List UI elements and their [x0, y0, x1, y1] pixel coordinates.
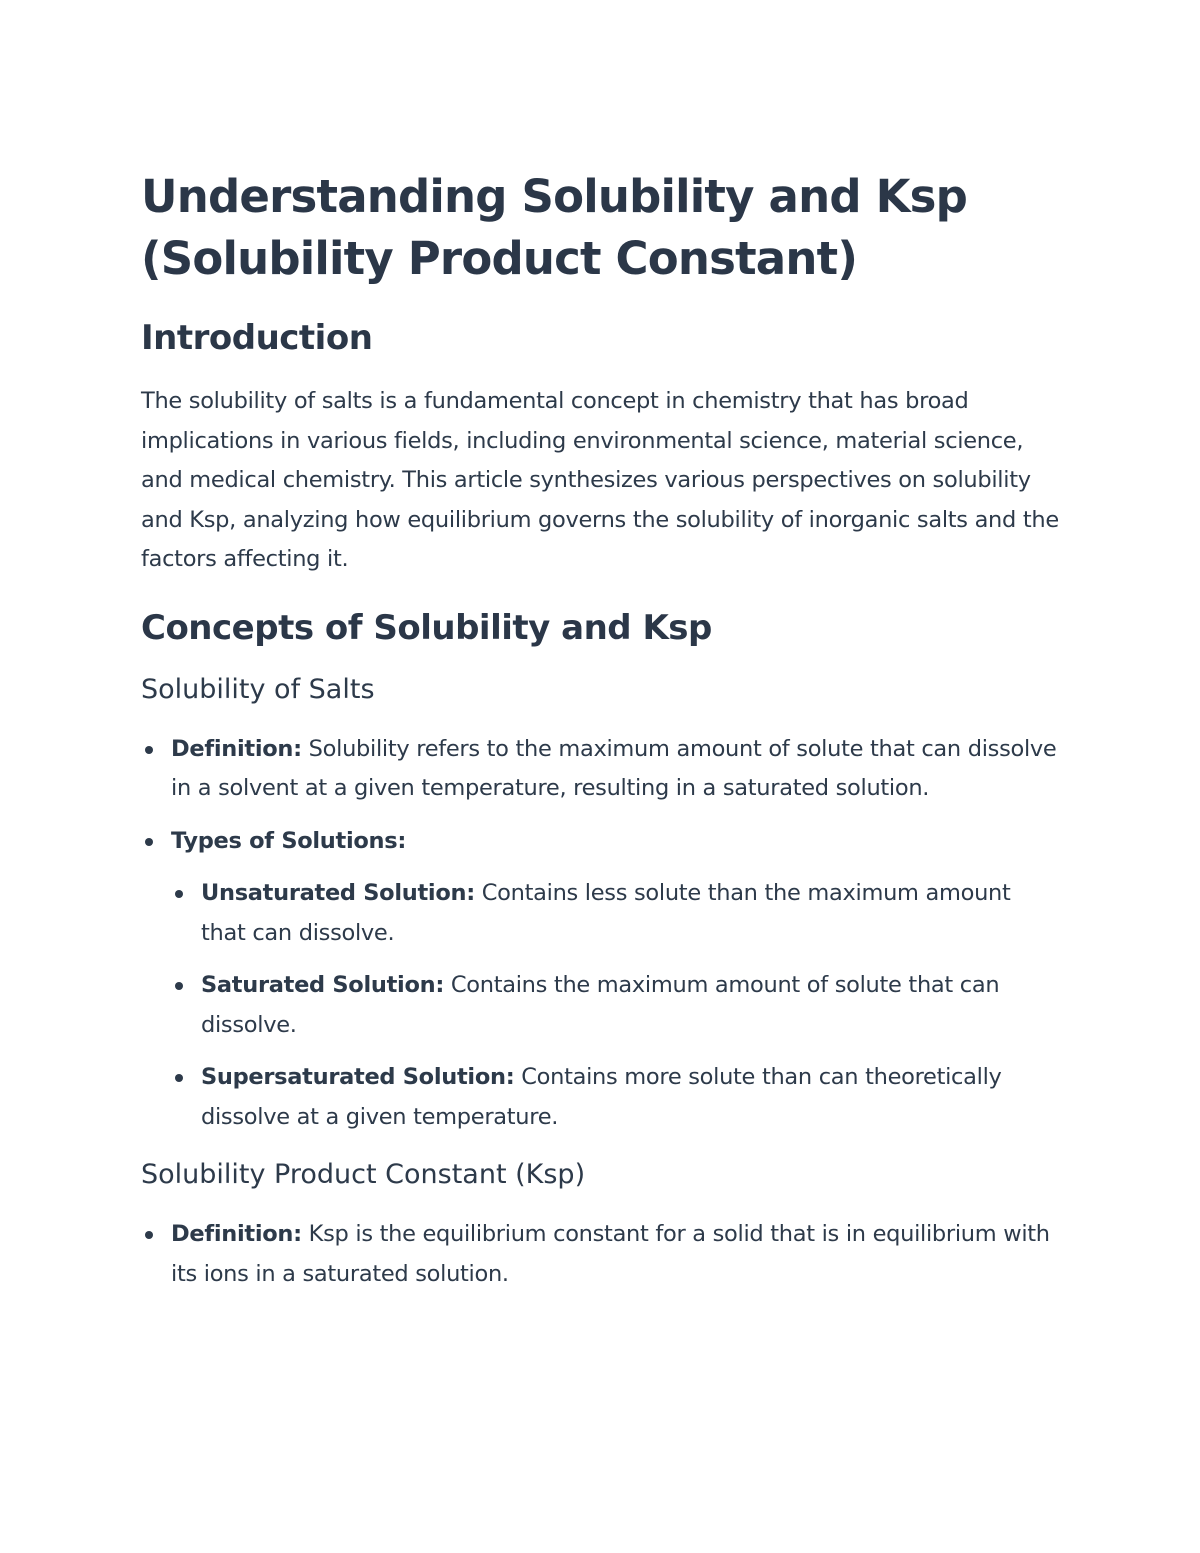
- list-item-definition: [141, 730, 1061, 809]
- saturated-text: Contains the maximum amount of solute that can dissolve.: [201, 972, 1000, 1038]
- unsaturated-label: Unsaturated Solution:: [201, 880, 475, 906]
- list-item-ksp-definition: [141, 1215, 1061, 1294]
- document-title: Understanding Solubility and Ksp (Solubility Product Constant): [141, 170, 968, 285]
- introduction-paragraph: The solubility of salts is a fundamental concept in chemistry that has broad implications in various fields, including environmental science, material science, and medical chemistry. This article synthesizes various perspectives on solubility and Ksp, analyzing how equilibrium governs the solubility of inorganic salts and the factors affecting it.: [141, 388, 1059, 572]
- list-item-saturated: [171, 966, 1061, 1045]
- ksp-heading: Solubility Product Constant (Ksp): [141, 1159, 586, 1190]
- list-item-types-of-solutions: [141, 822, 1061, 1138]
- types-of-solutions-label: Types of Solutions:: [171, 827, 407, 854]
- types-of-solutions-list: [171, 874, 1061, 1137]
- ksp-definition-label: Definition:: [171, 1221, 302, 1247]
- list-item-supersaturated: [171, 1058, 1061, 1137]
- document-page: [141, 166, 1061, 1307]
- saturated-label: Saturated Solution:: [201, 972, 445, 998]
- definition-text: Solubility refers to the maximum amount of solute that can dissolve in a solvent at a given temperature, resulting in a saturated solution.: [171, 735, 1057, 801]
- solubility-of-salts-heading: Solubility of Salts: [141, 673, 375, 705]
- supersaturated-text: Contains more solute than can theoretically dissolve at a given temperature.: [201, 1064, 1002, 1130]
- list-item-unsaturated: [171, 874, 1061, 953]
- definition-label: Definition:: [171, 735, 302, 762]
- solubility-of-salts-list: [141, 730, 1061, 1138]
- ksp-definition-text: Ksp is the equilibrium constant for a solid that is in equilibrium with its ions in a saturated solution.: [171, 1221, 1050, 1287]
- supersaturated-label: Supersaturated Solution:: [201, 1064, 515, 1090]
- introduction-heading: Introduction: [141, 318, 373, 358]
- unsaturated-text: Contains less solute than the maximum amount that can dissolve.: [201, 880, 1011, 946]
- ksp-list: [141, 1215, 1061, 1294]
- concepts-heading: Concepts of Solubility and Ksp: [141, 607, 712, 648]
